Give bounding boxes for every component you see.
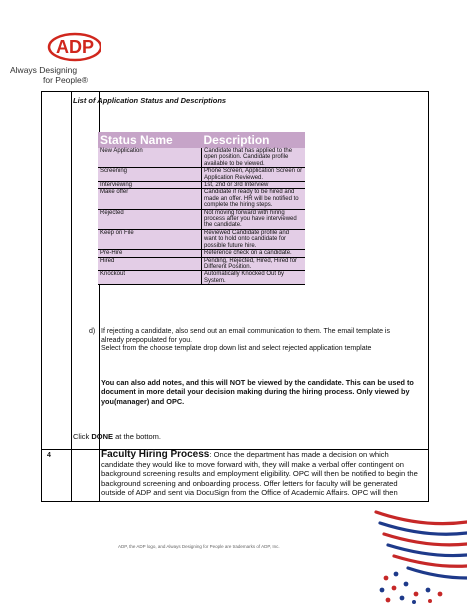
status-name: Screening xyxy=(98,168,202,182)
status-table-header xyxy=(98,132,305,148)
table-row xyxy=(98,189,305,209)
table-row xyxy=(98,250,305,257)
status-name: Knockout xyxy=(98,271,202,285)
adp-logo-mark xyxy=(43,32,101,62)
tagline-line2: for People® xyxy=(43,75,89,85)
status-header-name: Status Name xyxy=(98,132,202,148)
table-row xyxy=(98,229,305,249)
click-prefix: Click xyxy=(73,432,92,441)
faculty-hiring-paragraph xyxy=(101,450,419,498)
table-row xyxy=(98,168,305,182)
status-name: New Application xyxy=(98,148,202,168)
table-row xyxy=(98,209,305,229)
step-d-marker: d) xyxy=(89,328,96,335)
status-name: Rejected xyxy=(98,209,202,229)
step-d-line1: If rejecting a candidate, also send out an email communication to them. The email template is already prepopulated for you. xyxy=(101,328,390,344)
logo-tagline xyxy=(10,65,88,85)
step-number: 4 xyxy=(47,452,51,459)
decorative-star-graphic xyxy=(368,508,467,604)
status-table xyxy=(98,132,305,285)
adp-logo-text: ADP xyxy=(55,37,95,57)
faculty-hiring-title: Faculty Hiring Process xyxy=(101,449,210,460)
status-description: Candidate if ready to be hired and made an offer. HR will be notified to complete the hiring steps. xyxy=(202,189,306,209)
status-name: Make offer xyxy=(98,189,202,209)
click-suffix: at the bottom. xyxy=(113,432,161,441)
status-name: Keep on File xyxy=(98,229,202,249)
status-name: Pre-Hire xyxy=(98,250,202,257)
done-label: DONE xyxy=(91,432,114,441)
table-column-divider xyxy=(71,92,72,501)
step-d-text xyxy=(101,328,411,354)
tagline-line1: Always Designing xyxy=(10,65,78,75)
table-row xyxy=(98,271,305,285)
status-description: Not moving forward with hiring process after you have interviewed the candidate. xyxy=(202,209,306,229)
notes-info: You can also add notes, and this will NOT be viewed by the candidate. This can be used to document in more detail your decision making during the hiring process. Only viewed by you(manager) and OPC. xyxy=(101,378,414,406)
status-description: Automatically Knocked Out by System. xyxy=(202,271,306,285)
status-header-description: Description xyxy=(202,132,306,148)
table-row xyxy=(98,148,305,168)
status-name: Hired xyxy=(98,257,202,271)
status-name: Interviewing xyxy=(98,182,202,189)
status-description: Reference check on a candidate. xyxy=(202,250,306,257)
status-description: Candidate that has applied to the open position. Candidate profile available to be viewed. xyxy=(202,148,306,168)
footer-trademark: ADP, the ADP logo, and Always Designing for People are trademarks of ADP, Inc. xyxy=(118,544,280,549)
section-title: List of Application Status and Descriptions xyxy=(73,96,227,105)
click-done-instruction xyxy=(73,432,161,441)
status-description: Reviewed Candidate profile and want to hold onto candidate for possible future hire. xyxy=(202,229,306,249)
status-description: 1st, 2nd or 3rd Interview xyxy=(202,182,306,189)
table-row xyxy=(98,257,305,271)
table-row xyxy=(98,182,305,189)
status-description: Phone Screen, Application Screen or Application Reviewed. xyxy=(202,168,306,182)
status-description: Pending, Rejected, Hired, Hired for Different Position. xyxy=(202,257,306,271)
faculty-hiring-text: : Once the department has made a decision on which candidate they would like to move forward with, they will make a verbal offer contingent on background screening results and employment eligibility. OPC will then be notified to begin the background screening and onboarding process. Offer letters for faculty will be generated outside of ADP and sent via DocuSign from the Office of Academic Affairs. OPC will then xyxy=(101,450,418,498)
step-d-line2: Select from the choose template drop down list and select rejected application template xyxy=(101,345,372,353)
